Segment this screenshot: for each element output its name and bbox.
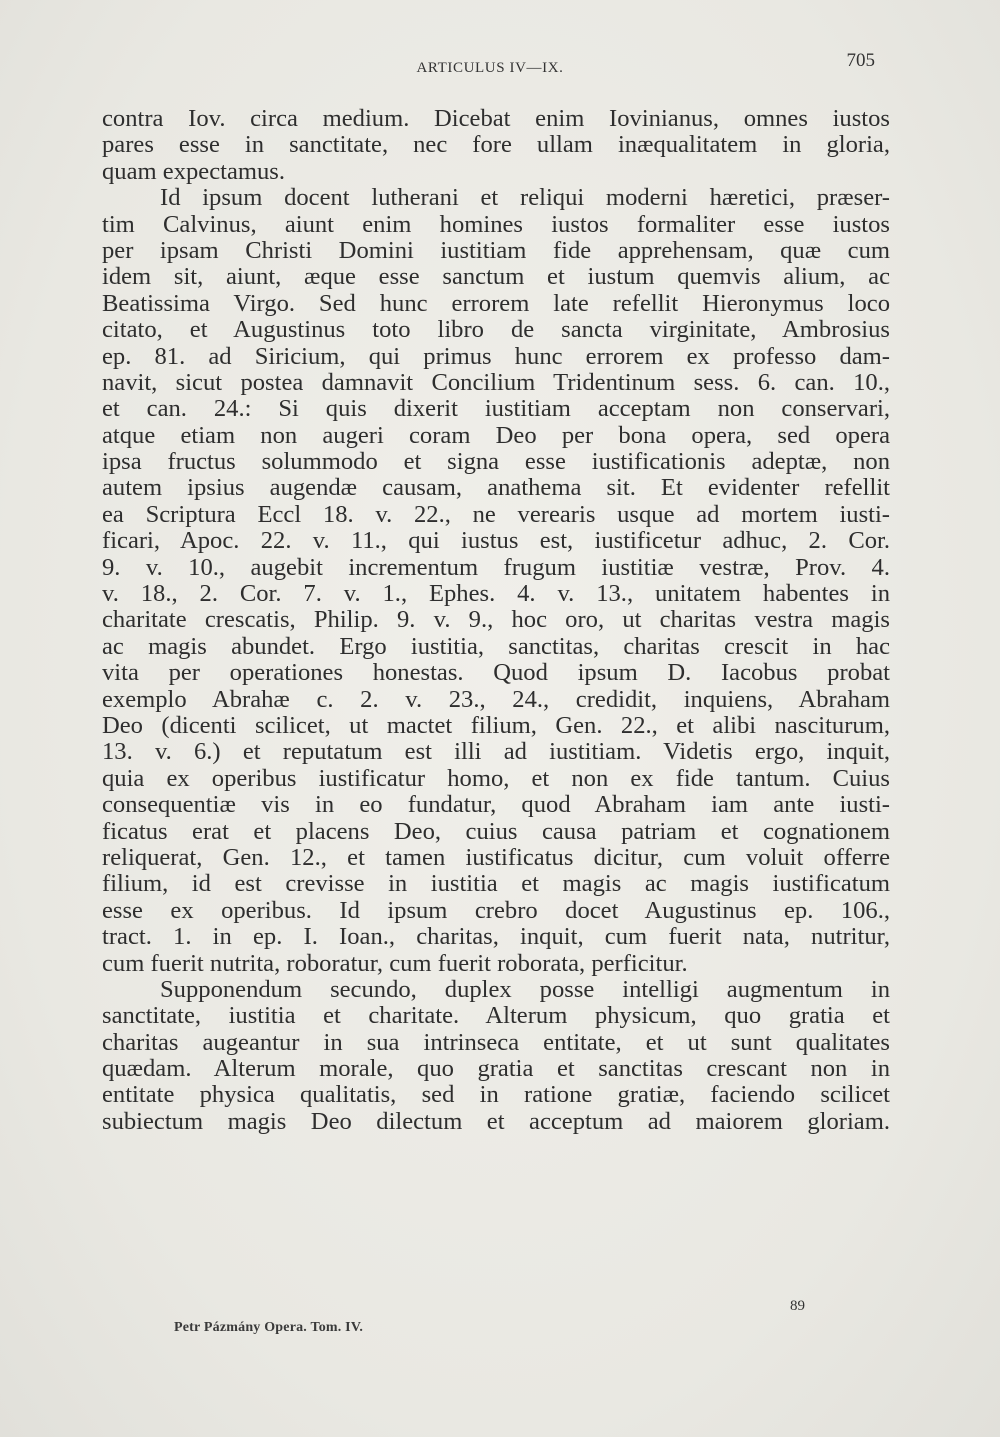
text-line: 13. v. 6.) et reputatum est illi ad iustitiam. Videtis ergo, inquit, <box>102 738 890 766</box>
text-line: reliquerat, Gen. 12., et tamen iustificatus dicitur, cum voluit offerre <box>102 843 890 871</box>
text-line: vita per operationes honestas. Quod ipsum D. Iacobus probat <box>102 659 890 687</box>
text-line: ea Scriptura Eccl 18. v. 22., ne verearis usque ad mortem iusti- <box>102 500 890 528</box>
paragraph-start-line: Id ipsum docent lutherani et reliqui moderni hæretici, præser- <box>160 184 890 212</box>
text-line: et can. 24.: Si quis dixerit iustitiam acceptam non conservari, <box>102 395 890 423</box>
text-line: ac magis abundet. Ergo iustitia, sanctitas, charitas crescit in hac <box>102 632 890 660</box>
text-line: esse ex operibus. Id ipsum crebro docet Augustinus ep. 106., <box>102 896 890 924</box>
text-line: charitas augeantur in sua intrinseca entitate, et ut sunt qualitates <box>102 1028 890 1056</box>
text-line: subiectum magis Deo dilectum et acceptum ad maiorem gloriam. <box>102 1107 890 1135</box>
page-footer <box>100 1298 890 1338</box>
text-line: entitate physica qualitatis, sed in ratione gratiæ, faciendo scilicet <box>102 1081 890 1109</box>
text-line: atque etiam non augeri coram Deo per bona opera, sed opera <box>102 421 890 449</box>
paragraph-start-line: Supponendum secundo, duplex posse intelligi augmentum in <box>160 975 890 1003</box>
text-line: sanctitate, iustitia et charitate. Alterum physicum, quo gratia et <box>102 1002 890 1030</box>
text-line: ficari, Apoc. 22. v. 11., qui iustus est, iustificetur adhuc, 2. Cor. <box>102 527 890 555</box>
text-line: quam expectamus. <box>102 157 286 185</box>
body-text <box>102 106 890 1135</box>
text-line: ficatus erat et placens Deo, cuius causa patriam et cognationem <box>102 817 890 845</box>
text-line: consequentiæ vis in eo fundatur, quod Abraham iam ante iusti- <box>102 791 890 819</box>
running-head: ARTICULUS IV—IX. <box>416 60 564 76</box>
text-line: pares esse in sanctitate, nec fore ullam inæqualitatem in gloria, <box>102 131 890 159</box>
text-line: citato, et Augustinus toto libro de sancta virginitate, Ambrosius <box>102 316 890 344</box>
text-line: 9. v. 10., augebit incrementum frugum iustitiæ vestræ, Prov. 4. <box>102 553 890 581</box>
footer-source: Petr Pázmány Opera. Tom. IV. <box>174 1320 364 1335</box>
text-line: Beatissima Virgo. Sed hunc errorem late refellit Hieronymus loco <box>102 289 890 317</box>
text-line: Deo (dicenti scilicet, ut mactet filium, Gen. 22., et alibi nasciturum, <box>102 711 890 739</box>
text-line: exemplo Abrahæ c. 2. v. 23., 24., credidit, inquiens, Abraham <box>102 685 890 713</box>
text-line: navit, sicut postea damnavit Concilium Tridentinum sess. 6. can. 10., <box>102 368 890 396</box>
text-line: ep. 81. ad Siricium, qui primus hunc errorem ex professo dam- <box>102 342 890 370</box>
text-line: per ipsam Christi Domini iustitiam fide apprehensam, quæ cum <box>102 236 890 264</box>
text-line: v. 18., 2. Cor. 7. v. 1., Ephes. 4. v. 13., unitatem habentes in <box>102 580 890 608</box>
text-line: filium, id est crevisse in iustitia et magis ac magis iustificatum <box>102 870 890 898</box>
text-line: autem ipsius augendæ causam, anathema sit. Et evidenter refellit <box>102 474 890 502</box>
page-header <box>100 50 880 80</box>
text-line: tim Calvinus, aiunt enim homines iustos formaliter esse iustos <box>102 210 890 238</box>
text-line: quædam. Alterum morale, quo gratia et sanctitas crescant non in <box>102 1055 890 1083</box>
text-line: quia ex operibus iustificatur homo, et non ex fide tantum. Cuius <box>102 764 890 792</box>
text-line: cum fuerit nutrita, roboratur, cum fuerit roborata, perficitur. <box>102 949 688 977</box>
signature-number: 89 <box>790 1298 805 1314</box>
text-line: tract. 1. in ep. I. Ioan., charitas, inquit, cum fuerit nata, nutritur, <box>102 923 890 951</box>
page-number: 705 <box>846 50 875 71</box>
text-line: idem sit, aiunt, æque esse sanctum et iustum quemvis alium, ac <box>102 263 890 291</box>
text-line: contra Iov. circa medium. Dicebat enim Iovinianus, omnes iustos <box>102 105 890 132</box>
text-line: ipsa fructus solummodo et signa esse iustificationis adeptæ, non <box>102 448 890 476</box>
text-line: charitate crescatis, Philip. 9. v. 9., hoc oro, ut charitas vestra magis <box>102 606 890 634</box>
